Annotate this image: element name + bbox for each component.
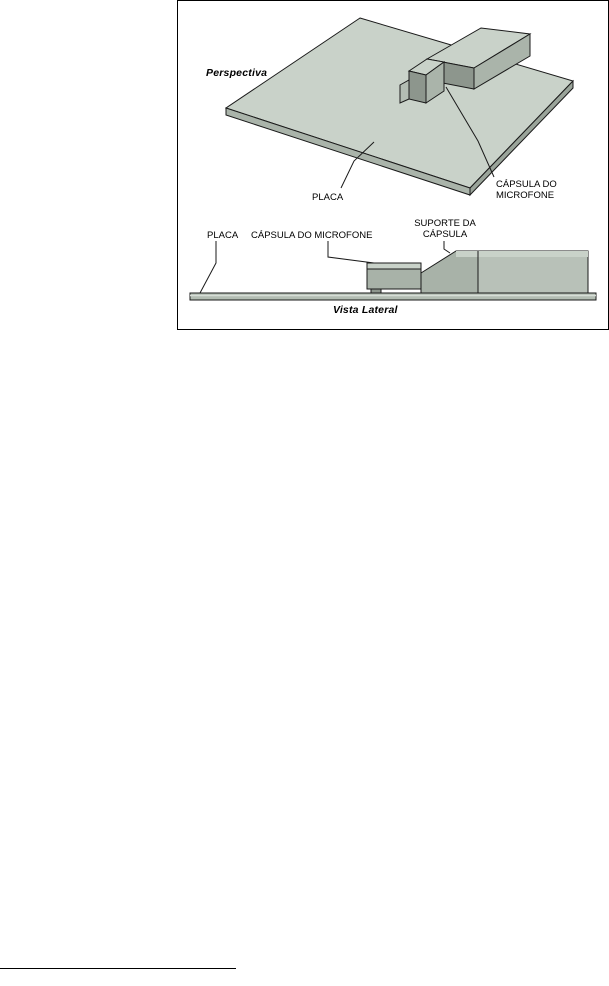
side-support-top-highlight: [456, 251, 588, 257]
label-capsule-perspective: [496, 179, 606, 201]
technical-drawing: [178, 1, 608, 329]
label-support-side: [400, 218, 490, 240]
side-capsule-pin: [371, 289, 381, 293]
label-capsule-perspective-line2: MICROFONE: [496, 190, 555, 201]
side-board: [190, 293, 596, 300]
footer-rule: [0, 968, 236, 969]
label-capsule-perspective-line1: CÁPSULA DO: [496, 179, 557, 190]
leader-line-board-side: [200, 241, 216, 293]
label-support-side-line2: CÁPSULA: [422, 229, 468, 240]
label-board-side: PLACA: [207, 230, 239, 241]
figure-container: [177, 0, 609, 330]
leader-line-capsule-side: [328, 241, 374, 263]
side-capsule-block-top: [367, 263, 421, 269]
side-support-block: [478, 251, 588, 293]
leader-line-support-side: [444, 241, 450, 253]
side-view-title: Vista Lateral: [333, 304, 398, 316]
side-support-ramp: [421, 251, 478, 293]
capsule-support-front: [409, 71, 426, 103]
label-capsule-side: CÁPSULA DO MICROFONE: [251, 230, 373, 241]
label-board-perspective: PLACA: [312, 192, 344, 203]
perspective-view-title: Perspectiva: [206, 67, 268, 79]
label-support-side-line1: SUPORTE DA: [414, 218, 476, 229]
